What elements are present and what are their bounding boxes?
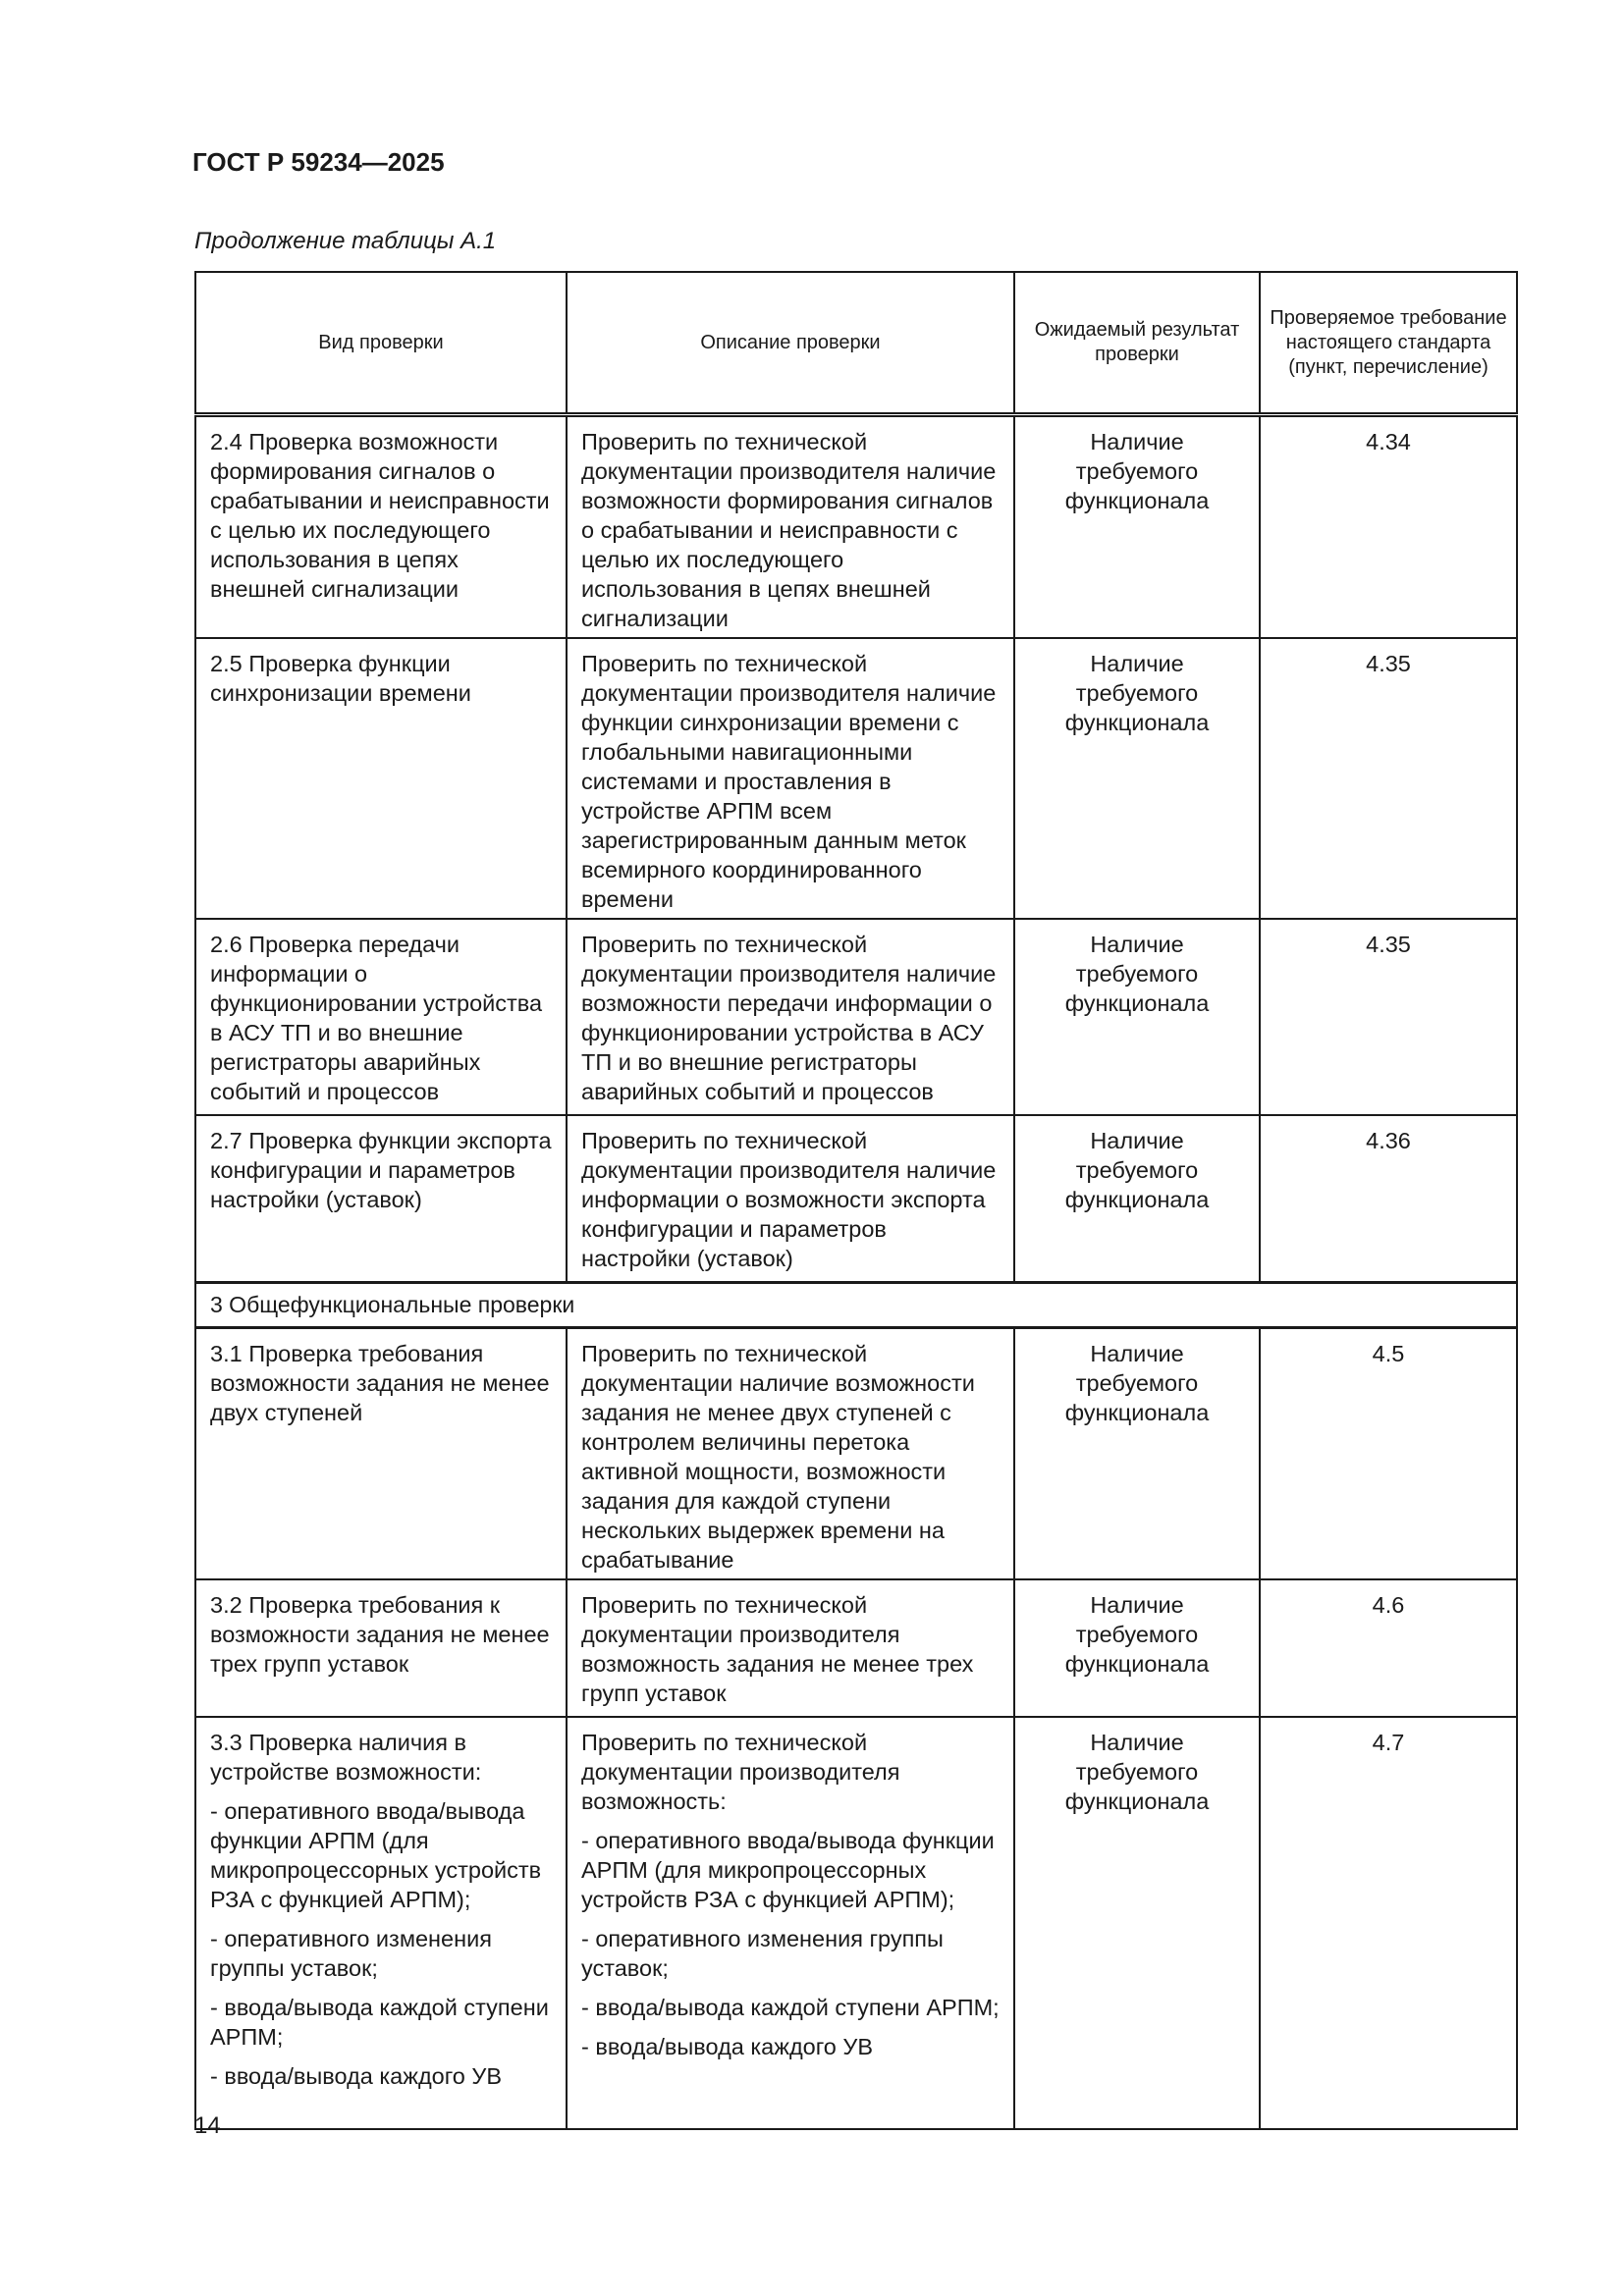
- table-row: [195, 415, 1517, 639]
- cell-paragraph: - ввода/вывода каждой ступени АРПМ;: [581, 1994, 1000, 2020]
- column-header-expected-result: Ожидаемый результат проверки: [1014, 272, 1260, 415]
- cell-description: [567, 415, 1014, 639]
- page-number: 14: [194, 2112, 221, 2139]
- cell-requirement: 4.34: [1260, 415, 1517, 639]
- table-row: [195, 1115, 1517, 1282]
- cell-paragraph: - оперативного ввода/вывода функции АРПМ (для микропроцессорных устройств РЗА с функцией АРПМ);: [581, 1827, 995, 1912]
- cell-check-type: [195, 1327, 567, 1579]
- column-header-check-type: Вид проверки: [195, 272, 567, 415]
- cell-paragraph: 3.1 Проверка требования возможности задания не менее двух ступеней: [210, 1340, 550, 1425]
- column-header-description: Описание проверки: [567, 272, 1014, 415]
- cell-check-type: [195, 1579, 567, 1717]
- cell-paragraph: - оперативного ввода/вывода функции АРПМ (для микропроцессорных устройств РЗА с функцией АРПМ);: [210, 1797, 542, 1912]
- cell-requirement: 4.7: [1260, 1717, 1517, 2129]
- cell-paragraph: Проверить по технической документации наличие возможности задания не менее двух ступеней с контролем величины перетока активной мощности, возможности задания для каждой ступени нескольких выдержек времени на срабатывание: [581, 1340, 975, 1573]
- cell-paragraph: - оперативного изменения группы уставок;: [581, 1925, 944, 1981]
- cell-paragraph: Проверить по технической документации производителя наличие возможности передачи информации о функционировании устройства в АСУ ТП и во внешние регистраторы аварийных событий и процессов: [581, 932, 997, 1104]
- cell-paragraph: 2.5 Проверка функции синхронизации времени: [210, 651, 471, 706]
- cell-requirement: 4.6: [1260, 1579, 1517, 1717]
- cell-paragraph: Проверить по технической документации производителя наличие функции синхронизации времени с глобальными навигационными системами и проставления в устройстве АРПМ всем зарегистрированным данным меток всемирного координированного времени: [581, 651, 997, 912]
- cell-paragraph: Проверить по технической документации производителя наличие возможности формирования сигналов о срабатывании и неисправности с целью их последующего использования в цепях внешней сигнализации: [581, 429, 997, 631]
- table-body: [195, 415, 1517, 2129]
- cell-check-type: [195, 638, 567, 919]
- cell-description: [567, 1115, 1014, 1282]
- cell-description: [567, 1579, 1014, 1717]
- cell-check-type: [195, 919, 567, 1115]
- cell-requirement: 4.5: [1260, 1327, 1517, 1579]
- cell-paragraph: 2.7 Проверка функции экспорта конфигурации и параметров настройки (уставок): [210, 1128, 552, 1212]
- cell-expected-result: Наличие требуемого функционала: [1014, 415, 1260, 639]
- cell-paragraph: - оперативного изменения группы уставок;: [210, 1925, 492, 1981]
- cell-check-type: [195, 1115, 567, 1282]
- cell-requirement: 4.35: [1260, 638, 1517, 919]
- cell-paragraph: 2.6 Проверка передачи информации о функционировании устройства в АСУ ТП и во внешние регистраторы аварийных событий и процессов: [210, 932, 543, 1104]
- cell-paragraph: - ввода/вывода каждой ступени АРПМ;: [210, 1994, 549, 2050]
- checks-table: [194, 271, 1518, 2130]
- document-header: ГОСТ Р 59234—2025: [192, 147, 445, 177]
- cell-expected-result: Наличие требуемого функционала: [1014, 1327, 1260, 1579]
- cell-paragraph: Проверить по технической документации производителя возможность:: [581, 1729, 900, 1814]
- column-header-requirement: Проверяемое требование настоящего стандарта (пункт, перечисление): [1260, 272, 1517, 415]
- cell-expected-result: Наличие требуемого функционала: [1014, 1717, 1260, 2129]
- cell-description: [567, 1717, 1014, 2129]
- table-row: [195, 1579, 1517, 1717]
- cell-expected-result: Наличие требуемого функционала: [1014, 1115, 1260, 1282]
- cell-check-type: [195, 1717, 567, 2129]
- cell-paragraph: 3.2 Проверка требования к возможности задания не менее трех групп уставок: [210, 1591, 550, 1677]
- cell-expected-result: Наличие требуемого функционала: [1014, 919, 1260, 1115]
- cell-description: [567, 1327, 1014, 1579]
- cell-requirement: 4.35: [1260, 919, 1517, 1115]
- cell-requirement: 4.36: [1260, 1115, 1517, 1282]
- cell-paragraph: 3.3 Проверка наличия в устройстве возможности:: [210, 1729, 482, 1785]
- table-caption: Продолжение таблицы А.1: [194, 228, 497, 254]
- section-title: 3 Общефункциональные проверки: [195, 1282, 1517, 1327]
- cell-expected-result: Наличие требуемого функционала: [1014, 638, 1260, 919]
- cell-paragraph: - ввода/вывода каждого УВ: [210, 2062, 503, 2089]
- cell-description: [567, 919, 1014, 1115]
- cell-check-type: [195, 415, 567, 639]
- cell-paragraph: Проверить по технической документации производителя наличие информации о возможности экспорта конфигурации и параметров настройки (уставок): [581, 1128, 997, 1271]
- cell-expected-result: Наличие требуемого функционала: [1014, 1579, 1260, 1717]
- table-header-row: [195, 272, 1517, 415]
- table-row: [195, 919, 1517, 1115]
- cell-paragraph: - ввода/вывода каждого УВ: [581, 2033, 874, 2059]
- table-row: [195, 1327, 1517, 1579]
- table-row: [195, 638, 1517, 919]
- cell-paragraph: 2.4 Проверка возможности формирования сигналов о срабатывании и неисправности с целью их последующего использования в цепях внешней сигнализации: [210, 429, 550, 602]
- cell-description: [567, 638, 1014, 919]
- cell-paragraph: Проверить по технической документации производителя возможность задания не менее трех групп уставок: [581, 1591, 974, 1706]
- table-row: [195, 1717, 1517, 2129]
- section-row: [195, 1282, 1517, 1327]
